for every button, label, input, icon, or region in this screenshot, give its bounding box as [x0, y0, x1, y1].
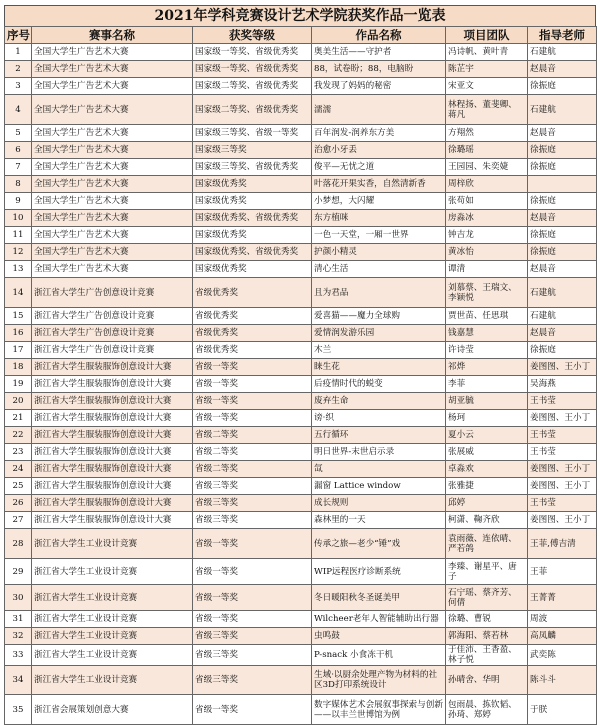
cell-advisor: 赵晨音: [528, 325, 597, 342]
cell-advisor: [528, 176, 597, 193]
cell-event: 全国大学生广告艺术大赛: [32, 61, 193, 78]
cell-level: 省级一等奖: [193, 376, 312, 393]
cell-team: 宋亚文: [446, 78, 528, 95]
table-row: [5, 585, 597, 611]
cell-advisor: 徐振庭: [528, 142, 597, 159]
cell-advisor: 徐振庭: [528, 244, 597, 261]
cell-event: 浙江省大学生工业设计竞赛: [32, 559, 193, 585]
cell-level: 省级三等奖: [193, 495, 312, 512]
cell-event: 浙江省大学生广告创意设计竞赛: [32, 342, 193, 359]
cell-no: 13: [5, 261, 32, 278]
table-row: [5, 95, 597, 125]
cell-level: 国家级优秀奖: [193, 261, 312, 278]
cell-work: 爱情润发游乐园: [312, 325, 446, 342]
header-advisor: 指导老师: [528, 27, 597, 44]
table-row: [5, 478, 597, 495]
cell-work: P-snack 小食冻干机: [312, 645, 446, 666]
cell-work: 百年润发-润养东方美: [312, 125, 446, 142]
cell-work: 传承之旅—老少“锤”戏: [312, 529, 446, 559]
header-event: 赛事名称: [32, 27, 193, 44]
cell-work: 五行循环: [312, 427, 446, 444]
cell-event: 全国大学生广告艺术大赛: [32, 125, 193, 142]
cell-work: 谤·织: [312, 410, 446, 427]
table-row: [5, 227, 597, 244]
cell-advisor: 石建航: [528, 95, 597, 125]
cell-event: 浙江省大学生工业设计竞赛: [32, 666, 193, 695]
cell-work: 废弃生命: [312, 393, 446, 410]
cell-advisor: 赵晨音: [528, 61, 597, 78]
table-row: [5, 142, 597, 159]
cell-level: 省级一等奖: [193, 611, 312, 628]
cell-no: 29: [5, 559, 32, 585]
cell-team: 钱嘉慧: [446, 325, 528, 342]
cell-work: 且为君品: [312, 278, 446, 308]
cell-work: 木兰: [312, 342, 446, 359]
table-row: [5, 261, 597, 278]
cell-event: 浙江省大学生服装服饰创意设计大赛: [32, 461, 193, 478]
cell-event: 全国大学生广告艺术大赛: [32, 261, 193, 278]
cell-event: 浙江省大学生服装服饰创意设计大赛: [32, 478, 193, 495]
table-row: [5, 559, 597, 585]
cell-no: 5: [5, 125, 32, 142]
cell-no: 11: [5, 227, 32, 244]
cell-level: 省级三等奖: [193, 645, 312, 666]
cell-event: 浙江省大学生工业设计竞赛: [32, 529, 193, 559]
cell-advisor: 王书莹: [528, 495, 597, 512]
cell-advisor: 于朕: [528, 695, 597, 725]
cell-advisor: 武奕陈: [528, 645, 597, 666]
cell-team: 徐璐瑶: [446, 142, 528, 159]
cell-team: 张展威: [446, 444, 528, 461]
cell-work: 88，试卷盼；88，电脑盼: [312, 61, 446, 78]
table-row: [5, 495, 597, 512]
cell-work: 氙: [312, 461, 446, 478]
cell-work: 俊平—无忧之道: [312, 159, 446, 176]
cell-no: 4: [5, 95, 32, 125]
cell-team: 房淼冰: [446, 210, 528, 227]
table-row: [5, 695, 597, 725]
cell-level: 省级优秀奖: [193, 278, 312, 308]
table-row: [5, 410, 597, 427]
cell-work: 小梦想，大闪耀: [312, 193, 446, 210]
cell-no: 24: [5, 461, 32, 478]
cell-no: 19: [5, 376, 32, 393]
cell-team: 许诗莹: [446, 342, 528, 359]
cell-team: 冯诗帆、黄叶青: [446, 44, 528, 61]
cell-advisor: 徐振庭: [528, 227, 597, 244]
cell-event: 全国大学生广告艺术大赛: [32, 244, 193, 261]
cell-event: 浙江省大学生服装服饰创意设计大赛: [32, 495, 193, 512]
cell-event: 浙江省大学生服装服饰创意设计大赛: [32, 512, 193, 529]
cell-team: 谭清: [446, 261, 528, 278]
cell-team: 张雅捷: [446, 478, 528, 495]
cell-advisor: 徐振庭: [528, 159, 597, 176]
cell-team: 张苟如: [446, 193, 528, 210]
cell-level: 国家级二等奖、省级优秀奖: [193, 78, 312, 95]
cell-no: 21: [5, 410, 32, 427]
cell-no: 32: [5, 628, 32, 645]
table-body: [5, 44, 597, 725]
cell-advisor: 姜图图、王小丁: [528, 461, 597, 478]
cell-level: 省级二等奖: [193, 461, 312, 478]
cell-no: 18: [5, 359, 32, 376]
cell-no: 9: [5, 193, 32, 210]
cell-level: 国家级一等奖、省级优秀奖: [193, 61, 312, 78]
cell-advisor: 王书莹: [528, 444, 597, 461]
table-row: [5, 645, 597, 666]
cell-team: 徐璐、曹锐: [446, 611, 528, 628]
cell-level: 国家级三等奖、省级优秀奖: [193, 159, 312, 176]
table-row: [5, 376, 597, 393]
cell-level: 省级一等奖: [193, 529, 312, 559]
cell-advisor: 王书莹: [528, 393, 597, 410]
cell-team: 邱婷: [446, 495, 528, 512]
cell-team: 祁烨: [446, 359, 528, 376]
cell-no: 27: [5, 512, 32, 529]
cell-team: 王园园、朱奕婕: [446, 159, 528, 176]
cell-team: 包雨晨、拣钦韬、孙琦、郑婷: [446, 695, 528, 725]
header-row: [5, 27, 597, 44]
cell-team: 石宁瑶、蔡齐芳、何倩: [446, 585, 528, 611]
table-row: [5, 666, 597, 695]
cell-event: 全国大学生广告艺术大赛: [32, 227, 193, 244]
cell-advisor: 姜图图、王小丁: [528, 478, 597, 495]
cell-advisor: 王菲: [528, 559, 597, 585]
cell-no: 25: [5, 478, 32, 495]
cell-level: 国家级三等奖、省级一等奖: [193, 125, 312, 142]
cell-work: 爱喜猫——魔力全球购: [312, 308, 446, 325]
cell-no: 16: [5, 325, 32, 342]
cell-no: 7: [5, 159, 32, 176]
cell-work: 濡濡: [312, 95, 446, 125]
cell-level: 国家级三等奖: [193, 142, 312, 159]
cell-advisor: 赵晨音: [528, 125, 597, 142]
cell-no: 3: [5, 78, 32, 95]
cell-work: 生域·以厨余处理产物为材料的社区3D打印系统设计: [312, 666, 446, 695]
cell-level: 省级一等奖: [193, 359, 312, 376]
table-row: [5, 461, 597, 478]
cell-advisor: 高凤麟: [528, 628, 597, 645]
cell-event: 浙江省大学生广告创意设计竞赛: [32, 308, 193, 325]
cell-team: 胡亚毓: [446, 393, 528, 410]
cell-event: 浙江省大学生服装服饰创意设计大赛: [32, 359, 193, 376]
cell-event: 浙江省大学生工业设计竞赛: [32, 611, 193, 628]
cell-work: 成长规则: [312, 495, 446, 512]
table-row: [5, 628, 597, 645]
cell-advisor: 石建航: [528, 308, 597, 325]
table-row: [5, 444, 597, 461]
cell-advisor: 吴海燕: [528, 376, 597, 393]
cell-no: 20: [5, 393, 32, 410]
cell-no: 31: [5, 611, 32, 628]
table-row: [5, 278, 597, 308]
cell-advisor: 王菁菁: [528, 585, 597, 611]
cell-team: 郭海阳、蔡若林: [446, 628, 528, 645]
cell-no: 10: [5, 210, 32, 227]
cell-work: 明日世界-末世启示录: [312, 444, 446, 461]
cell-level: 省级三等奖: [193, 478, 312, 495]
cell-no: 8: [5, 176, 32, 193]
cell-no: 15: [5, 308, 32, 325]
cell-level: 省级一等奖: [193, 559, 312, 585]
cell-advisor: 徐振庭: [528, 342, 597, 359]
table-row: [5, 427, 597, 444]
cell-no: 26: [5, 495, 32, 512]
table-row: [5, 308, 597, 325]
table-row: [5, 611, 597, 628]
cell-level: 省级三等奖: [193, 512, 312, 529]
cell-level: 国家级二等奖、省级优秀奖: [193, 95, 312, 125]
table-row: [5, 210, 597, 227]
cell-work: WIP远程医疗诊断系统: [312, 559, 446, 585]
cell-event: 浙江省大学生广告创意设计竞赛: [32, 325, 193, 342]
cell-event: 全国大学生广告艺术大赛: [32, 193, 193, 210]
header-work: 作品名称: [312, 27, 446, 44]
cell-event: 浙江省大学生工业设计竞赛: [32, 585, 193, 611]
table-title: 2021年学科竞赛设计艺术学院获奖作品一览表: [4, 5, 596, 27]
cell-event: 全国大学生广告艺术大赛: [32, 95, 193, 125]
cell-team: 杨珂: [446, 410, 528, 427]
cell-work: 睐生花: [312, 359, 446, 376]
cell-advisor: 徐振庭: [528, 78, 597, 95]
cell-event: 全国大学生广告艺术大赛: [32, 142, 193, 159]
cell-team: 陈芷宇: [446, 61, 528, 78]
cell-level: 省级二等奖: [193, 444, 312, 461]
cell-work: 护颜小精灵: [312, 244, 446, 261]
cell-team: 于佳沛、王香盈、林子悦: [446, 645, 528, 666]
table-row: [5, 44, 597, 61]
cell-work: 漏窗 Lattice window: [312, 478, 446, 495]
cell-team: 贾世苗、任思琪: [446, 308, 528, 325]
cell-team: 孙晴舍、华明: [446, 666, 528, 695]
cell-advisor: 姜图图、王小丁: [528, 410, 597, 427]
cell-advisor: 赵晨音: [528, 210, 597, 227]
cell-event: 浙江省大学生服装服饰创意设计大赛: [32, 427, 193, 444]
table-row: [5, 342, 597, 359]
cell-event: 全国大学生广告艺术大赛: [32, 44, 193, 61]
cell-team: 刘慕蔡、王瑞文、李颖悦: [446, 278, 528, 308]
cell-no: 14: [5, 278, 32, 308]
cell-no: 1: [5, 44, 32, 61]
cell-work: 冬日暖阳秋冬圣诞美甲: [312, 585, 446, 611]
cell-level: 国家级优秀奖: [193, 193, 312, 210]
cell-no: 30: [5, 585, 32, 611]
cell-work: 东方植咪: [312, 210, 446, 227]
cell-work: 奥美生活——守护者: [312, 44, 446, 61]
cell-team: 夏小云: [446, 427, 528, 444]
cell-advisor: 陈斗斗: [528, 666, 597, 695]
table-row: [5, 244, 597, 261]
table-row: [5, 159, 597, 176]
cell-event: 浙江省大学生广告创意设计竞赛: [32, 278, 193, 308]
cell-advisor: 王书莹: [528, 427, 597, 444]
cell-advisor: 赵晨音: [528, 261, 597, 278]
cell-level: 国家级优秀奖、省级优秀奖: [193, 244, 312, 261]
cell-no: 2: [5, 61, 32, 78]
table-row: [5, 359, 597, 376]
table-row: [5, 529, 597, 559]
table-row: [5, 325, 597, 342]
cell-level: 国家级一等奖、省级优秀奖: [193, 44, 312, 61]
cell-advisor: 姜图图、王小丁: [528, 359, 597, 376]
cell-level: 省级优秀奖: [193, 325, 312, 342]
cell-level: 国家级优秀奖: [193, 176, 312, 193]
header-level: 获奖等级: [193, 27, 312, 44]
cell-level: 省级优秀奖: [193, 308, 312, 325]
cell-work: 森林里的一天: [312, 512, 446, 529]
cell-event: 全国大学生广告艺术大赛: [32, 78, 193, 95]
cell-team: 李菲: [446, 376, 528, 393]
cell-level: 省级一等奖: [193, 393, 312, 410]
cell-work: 治愈小牙丢: [312, 142, 446, 159]
header-team: 项目团队: [446, 27, 528, 44]
cell-no: 34: [5, 666, 32, 695]
cell-work: 我发现了妈妈的秘密: [312, 78, 446, 95]
table-row: [5, 193, 597, 210]
cell-work: 数字媒体艺术会展叙事探索与创新——以丰兰世博馆为例: [312, 695, 446, 725]
cell-work: 虫鸣鼓: [312, 628, 446, 645]
cell-team: 周梓欣: [446, 176, 528, 193]
cell-event: 浙江省大学生服装服饰创意设计大赛: [32, 444, 193, 461]
cell-advisor: 石建航: [528, 44, 597, 61]
cell-team: 黄冰怡: [446, 244, 528, 261]
cell-team: 林程扬、董斐卿、蒋凡: [446, 95, 528, 125]
cell-no: 23: [5, 444, 32, 461]
cell-level: 国家级优秀奖: [193, 227, 312, 244]
cell-event: 全国大学生广告艺术大赛: [32, 210, 193, 227]
cell-advisor: 姜图图、王小丁: [528, 512, 597, 529]
cell-event: 浙江省大学生服装服饰创意设计大赛: [32, 393, 193, 410]
cell-no: 12: [5, 244, 32, 261]
cell-no: 28: [5, 529, 32, 559]
cell-team: 柯潇、鞠齐欣: [446, 512, 528, 529]
table-row: [5, 125, 597, 142]
cell-team: 卓淼欢: [446, 461, 528, 478]
cell-event: 浙江省大学生工业设计竞赛: [32, 645, 193, 666]
cell-level: 省级一等奖: [193, 695, 312, 725]
cell-team: 袁雨薇、连依晴、严若鸽: [446, 529, 528, 559]
cell-work: 一色一天堂，一厢一世界: [312, 227, 446, 244]
cell-work: 清心生活: [312, 261, 446, 278]
awards-table: [4, 26, 597, 725]
cell-no: 22: [5, 427, 32, 444]
cell-advisor: 王菲,傅吉清: [528, 529, 597, 559]
table-row: [5, 61, 597, 78]
cell-no: 35: [5, 695, 32, 725]
cell-level: 省级优秀奖: [193, 342, 312, 359]
cell-work: 后疫情时代的蜕变: [312, 376, 446, 393]
cell-event: 浙江省大学生工业设计竞赛: [32, 628, 193, 645]
cell-advisor: 周波: [528, 611, 597, 628]
cell-advisor: 徐振庭: [528, 193, 597, 210]
cell-event: 全国大学生广告艺术大赛: [32, 159, 193, 176]
table-row: [5, 78, 597, 95]
cell-level: 省级二等奖: [193, 427, 312, 444]
cell-level: 省级一等奖: [193, 585, 312, 611]
cell-level: 国家级优秀奖、省级优秀奖: [193, 210, 312, 227]
cell-event: 浙江省大学生服装服饰创意设计大赛: [32, 376, 193, 393]
cell-event: 全国大学生广告艺术大赛: [32, 176, 193, 193]
table-row: [5, 393, 597, 410]
table-row: [5, 176, 597, 193]
cell-level: 省级三等奖: [193, 628, 312, 645]
cell-advisor: 石建航: [528, 278, 597, 308]
cell-no: 17: [5, 342, 32, 359]
cell-no: 6: [5, 142, 32, 159]
cell-team: 李臻、谢星平、唐子: [446, 559, 528, 585]
cell-no: 33: [5, 645, 32, 666]
table-row: [5, 512, 597, 529]
cell-work: Wilcheer老年人智能辅助出行器: [312, 611, 446, 628]
cell-team: 钟吉龙: [446, 227, 528, 244]
cell-team: 方翔然: [446, 125, 528, 142]
cell-level: 省级一等奖: [193, 410, 312, 427]
cell-event: 浙江省会展策划创意大赛: [32, 695, 193, 725]
header-no: 序号: [5, 27, 32, 44]
cell-work: 叶落花开果实香，自然清新香: [312, 176, 446, 193]
cell-level: 省级三等奖: [193, 666, 312, 695]
cell-event: 浙江省大学生服装服饰创意设计大赛: [32, 410, 193, 427]
